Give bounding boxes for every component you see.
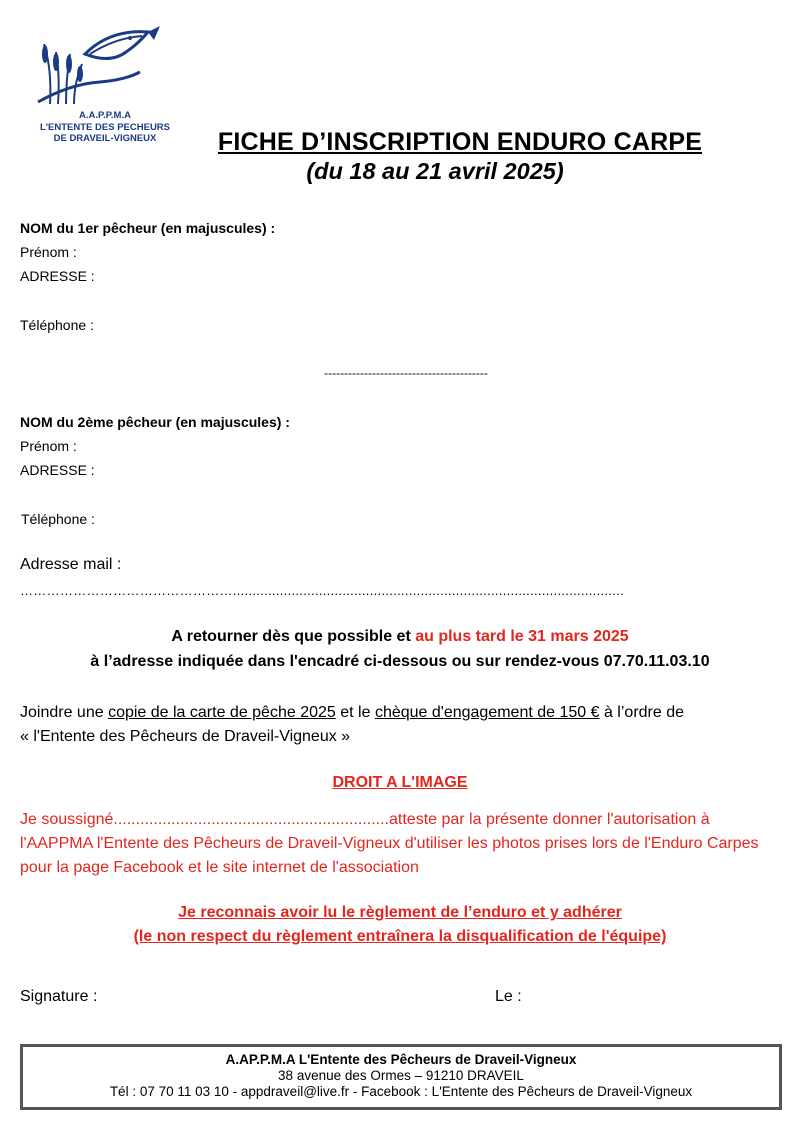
footer-line-2: 38 avenue des Ormes – 91210 DRAVEIL: [278, 1068, 524, 1083]
joindre-paragraph: [20, 701, 785, 749]
joindre-ordre: « l'Entente des Pêcheurs de Draveil-Vigneux »: [20, 728, 351, 745]
joindre-text-2: et le: [335, 704, 375, 721]
reglement-line-1: Je reconnais avoir lu le règlement de l’enduro et y adhérer: [178, 904, 622, 921]
separator: -----------------------------------------: [324, 366, 488, 380]
retour-line-2: à l’adresse indiquée dans l'encadré ci-dessous ou sur rendez-vous 07.70.11.03.10: [90, 653, 710, 670]
date-label: Le :: [495, 988, 522, 1005]
pecheur1-telephone-label: Téléphone :: [20, 317, 94, 333]
pecheur2-adresse-label: ADRESSE :: [20, 462, 95, 478]
pecheur2-nom-label: NOM du 2ème pêcheur (en majuscules) :: [20, 414, 290, 430]
page-subtitle: (du 18 au 21 avril 2025): [306, 158, 564, 184]
reglement-line-2: (le non respect du règlement entraînera la disqualification de l'équipe): [133, 928, 667, 945]
mail-dotted-line: …………………………………………....................................................................................................: [20, 583, 624, 598]
pecheur1-nom-label: NOM du 1er pêcheur (en majuscules) :: [20, 220, 276, 236]
joindre-text-1: Joindre une: [20, 704, 109, 721]
association-logo: [30, 24, 180, 154]
pecheur2-prenom-label: Prénom :: [20, 438, 77, 454]
joindre-text-3: à l’ordre de: [599, 704, 685, 721]
mail-label: Adresse mail :: [20, 556, 122, 573]
signature-label: Signature :: [20, 988, 98, 1005]
retour-line-1: [0, 628, 800, 646]
fish-reeds-icon: [30, 24, 180, 104]
droit-image-title: DROIT A L'IMAGE: [332, 774, 468, 791]
pecheur2-telephone-label: Téléphone :: [21, 511, 95, 527]
logo-line-2: L'ENTENTE DES PECHEURS: [40, 122, 170, 133]
droit-image-text: Je soussigné..............................................................atteste par la présente donner l'autorisation à l'AAPPMA l'Entente des Pêcheurs de Draveil-Vigneux d'utiliser les photos prises lors de l'Enduro Carpes pour la page Facebook et le site internet de l'association: [20, 811, 759, 876]
logo-line-1: A.A.P.P.M.A: [79, 110, 131, 121]
logo-line-3: DE DRAVEIL-VIGNEUX: [53, 133, 157, 144]
footer-box: [20, 1044, 782, 1110]
joindre-carte: copie de la carte de pêche 2025: [108, 704, 336, 721]
footer-line-1: A.AP.P.M.A L'Entente des Pêcheurs de Draveil-Vigneux: [225, 1052, 577, 1067]
pecheur1-adresse-label: ADRESSE :: [20, 268, 95, 284]
retour-deadline: au plus tard le 31 mars 2025: [415, 628, 629, 645]
page-title: FICHE D’INSCRIPTION ENDURO CARPE: [217, 128, 703, 156]
footer-line-3: Tél : 07 70 11 03 10 - appdraveil@live.fr - Facebook : L'Entente des Pêcheurs de Draveil-Vigneux: [109, 1084, 693, 1099]
pecheur1-prenom-label: Prénom :: [20, 244, 77, 260]
joindre-cheque: chèque d'engagement de 150 €: [374, 704, 600, 721]
retour-text: A retourner dès que possible et: [171, 628, 416, 645]
